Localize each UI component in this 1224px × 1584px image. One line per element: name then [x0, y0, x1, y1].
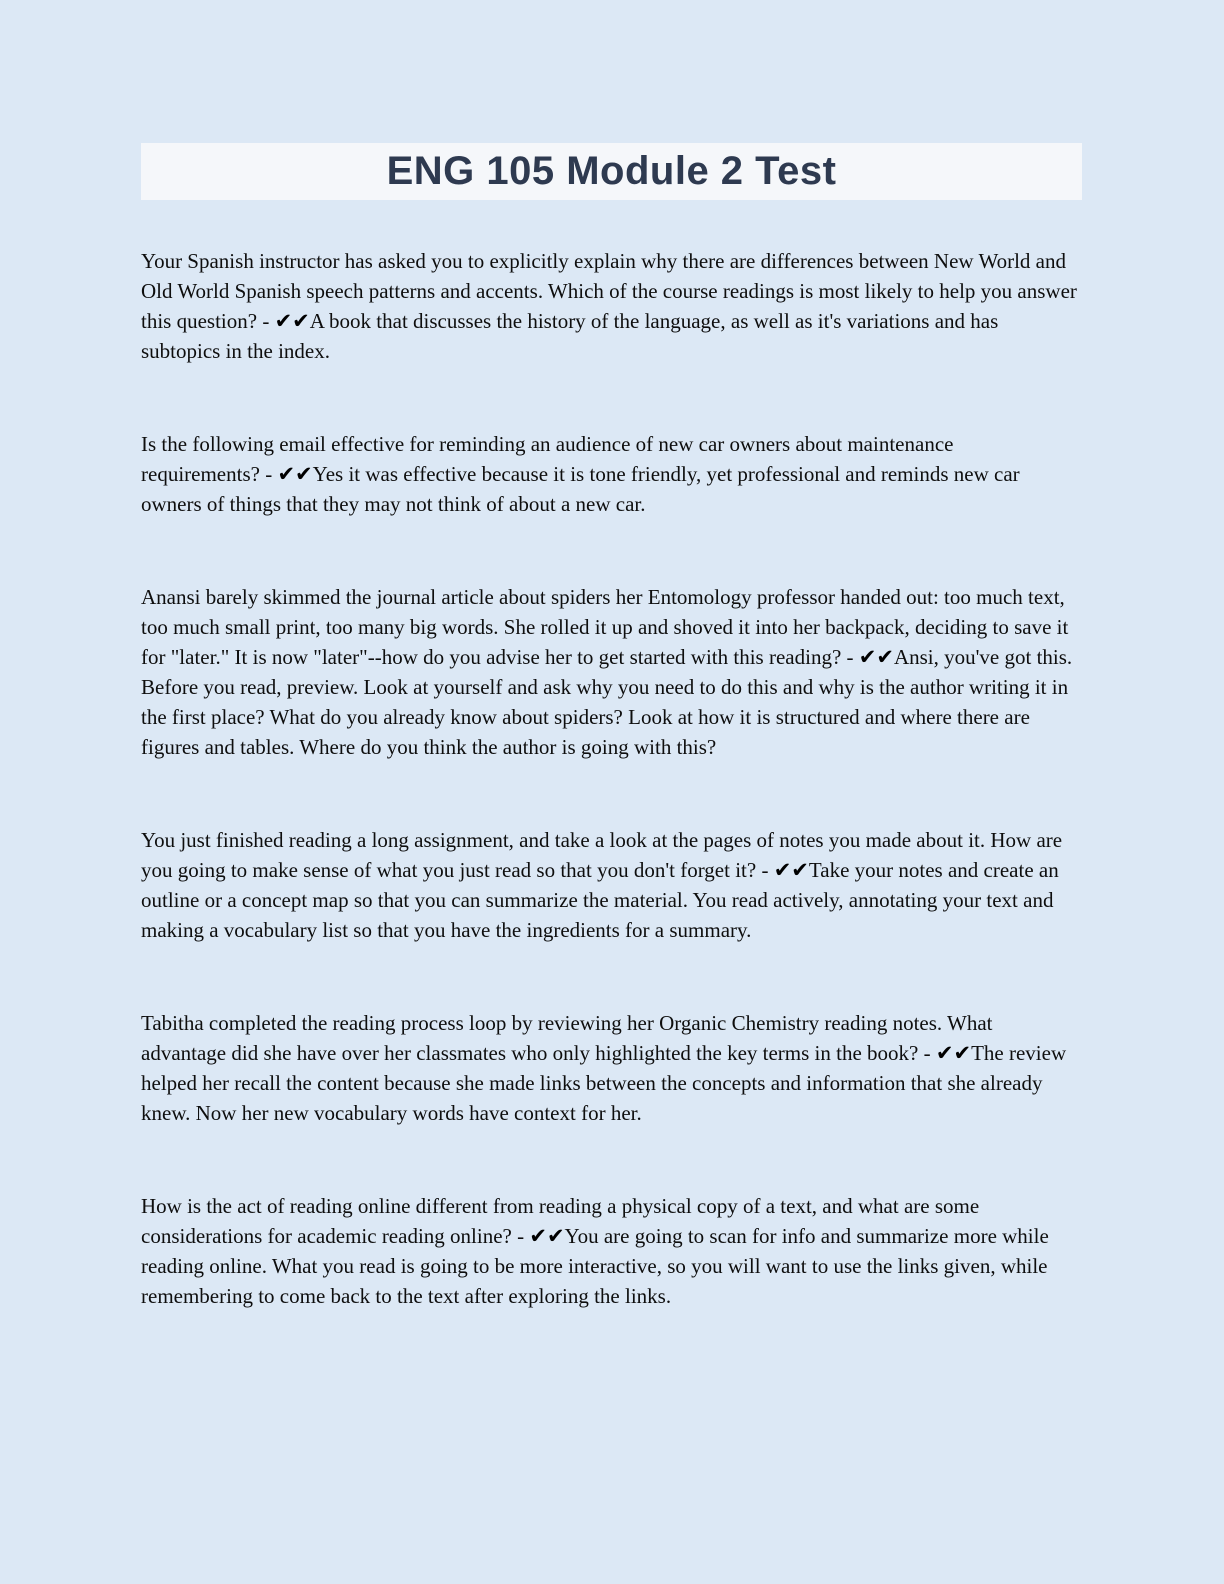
- page-title: ENG 105 Module 2 Test: [386, 149, 837, 193]
- double-check-icon: ✔✔: [773, 858, 809, 882]
- question-text: How is the act of reading online different from reading a physical copy of a text, and what are some considerations for academic reading online? -: [141, 1194, 980, 1248]
- qa-paragraph: [141, 1008, 1077, 1128]
- question-text: Anansi barely skimmed the journal article about spiders her Entomology professor handed out: too much text, too much small print, too many big words. She rolled it up and shoved it into her backpack, deciding to save it for "later." It is now "later"--how do you advise her to get started with this reading? -: [141, 585, 1069, 669]
- double-check-icon: ✔✔: [274, 309, 310, 333]
- answer-text: The review helped her recall the content because she made links between the concepts and information that she already knew. Now her new vocabulary words have context for her.: [141, 1041, 1067, 1125]
- double-check-icon: ✔✔: [529, 1224, 565, 1248]
- question-text: You just finished reading a long assignment, and take a look at the pages of notes you made about it. How are you going to make sense of what you just read so that you don't forget it? -: [141, 828, 1063, 882]
- answer-text: A book that discusses the history of the language, as well as it's variations and has subtopics in the index.: [141, 309, 999, 363]
- qa-paragraph: [141, 582, 1077, 762]
- double-check-icon: ✔✔: [858, 645, 894, 669]
- double-check-icon: ✔✔: [935, 1041, 972, 1065]
- qa-paragraph: [141, 1191, 1077, 1311]
- question-text: Your Spanish instructor has asked you to explicitly explain why there are differences between New World and Old World Spanish speech patterns and accents. Which of the course readings is most likely to help you answer this question? -: [141, 249, 1077, 333]
- answer-text: You are going to scan for info and summarize more while reading online. What you read is going to be more interactive, so you will want to use the links given, while remembering to come back to the text after exploring the links.: [141, 1224, 1049, 1308]
- title-banner: [141, 143, 1082, 200]
- qa-paragraph: [141, 429, 1077, 519]
- answer-text: Take your notes and create an outline or a concept map so that you can summarize the material. You read actively, annotating your text and making a vocabulary list so that you have the ingredients for a summary.: [141, 858, 1059, 942]
- answer-text: Ansi, you've got this. Before you read, preview. Look at yourself and ask why you need to do this and why is the author writing it in the first place? What do you already know about spiders? Look at how it is structured and where there are figures and tables. Where do you think the author is going with this?: [141, 645, 1073, 759]
- question-text: Is the following email effective for reminding an audience of new car owners about maintenance requirements? -: [141, 432, 954, 486]
- double-check-icon: ✔✔: [277, 462, 313, 486]
- answer-text: Yes it was effective because it is tone friendly, yet professional and reminds new car owners of things that they may not think of about a new car.: [141, 462, 1020, 516]
- question-text: Tabitha completed the reading process loop by reviewing her Organic Chemistry reading notes. What advantage did she have over her classmates who only highlighted the key terms in the book? -: [141, 1011, 993, 1065]
- qa-paragraph: [141, 246, 1077, 366]
- qa-content: [141, 246, 1077, 1374]
- qa-paragraph: [141, 825, 1077, 945]
